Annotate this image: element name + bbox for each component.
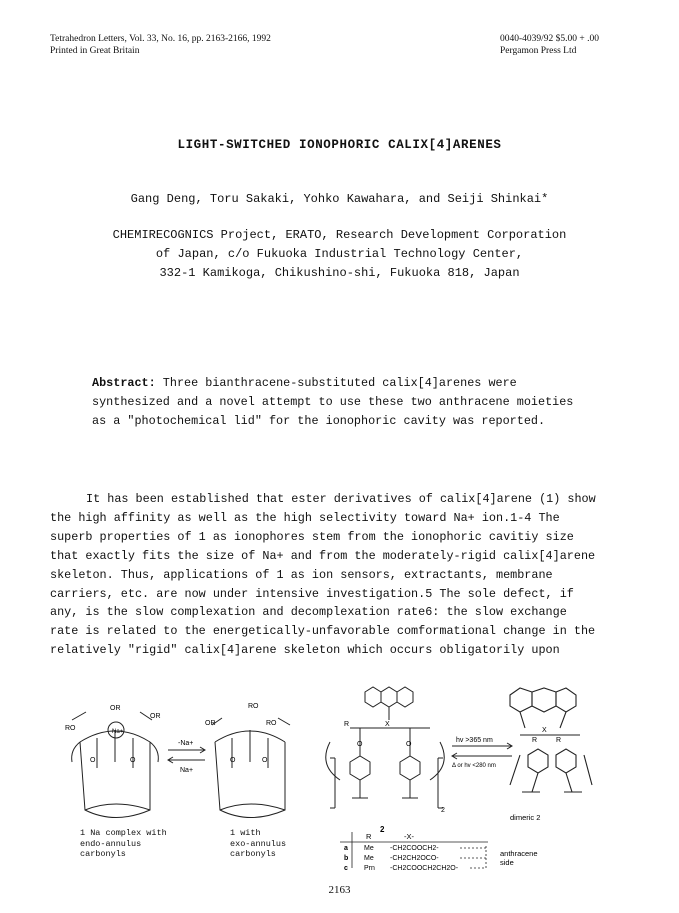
journal-line: Tetrahedron Letters, Vol. 33, No. 16, pp. 2163-2166, 1992 [50, 34, 271, 44]
ro-label: RO [248, 703, 259, 710]
body-line: that exactly fits the size of Na+ and from the moderately-rigid calix[4]arene [50, 548, 596, 563]
caption-left [80, 828, 167, 860]
o-label: O [230, 757, 236, 764]
caption-line: endo-annulus [80, 838, 142, 849]
body-line: superb properties of 1 as ionophores stem from the ionophoric cavitiy size [50, 529, 574, 544]
publisher: Pergamon Press Ltd [500, 46, 577, 56]
r-label: R [556, 737, 562, 744]
table-row-key: a [344, 845, 348, 852]
side-label: anthracene [500, 849, 538, 858]
equilibrium-arrows [168, 747, 205, 763]
printed-line: Printed in Great Britain [50, 46, 140, 56]
hv-back-label: Δ or hv <280 nm [452, 763, 496, 769]
na-label: Na+ [112, 729, 124, 735]
abstract-line: Three bianthracene-substituted calix[4]arenes were [155, 376, 517, 390]
body-line: skeleton. Thus, applications of 1 as ion sensors, extractants, membrane [50, 567, 553, 582]
body-text [50, 490, 630, 660]
ro-label: RO [65, 725, 76, 732]
o-label: O [406, 741, 412, 748]
photo-arrows [452, 743, 512, 759]
table-row-x: -CH2COOCH2CH2O- [390, 865, 459, 870]
table-row-key: c [344, 865, 348, 870]
o-label: O [130, 757, 136, 764]
affiliation [0, 226, 679, 283]
r-label: R [344, 721, 350, 728]
caption-line: 1 with [230, 828, 261, 838]
side-bracket [460, 846, 486, 870]
paper-title: LIGHT-SWITCHED IONOPHORIC CALIX[4]ARENES [177, 138, 502, 152]
caption-line: carbonyls [230, 849, 276, 859]
o-label: O [262, 757, 268, 764]
caption-mid [230, 828, 286, 860]
or-label: OR [205, 720, 216, 727]
subscript-2: 2 [441, 807, 445, 814]
table-row-r: Me [364, 845, 374, 852]
caption-line: exo-annulus [230, 838, 287, 849]
affiliation-line: of Japan, c/o Fukuoka Industrial Technology Center, [155, 247, 524, 261]
arrow-forward-label: -Na+ [178, 740, 194, 747]
abstract-line: as a "photochemical lid" for the ionophoric cavity was reported. [92, 414, 546, 428]
side-label: side [500, 858, 514, 867]
caption-line: carbonyls [80, 849, 126, 859]
abstract-line: synthesized and a novel attempt to use these two anthracene moieties [92, 395, 574, 409]
page-number: 2163 [328, 884, 351, 896]
o-label: O [357, 741, 363, 748]
authors: Gang Deng, Toru Sakaki, Yohko Kawahara, and Seiji Shinkai* [130, 192, 549, 206]
table-row-r: Me [364, 855, 374, 862]
price-code: 0040-4039/92 $5.00 + .00 [500, 34, 600, 44]
body-line: the high affinity as well as the high selectivity toward Na+ ion.1-4 The [50, 510, 560, 525]
na-complex-structure [72, 712, 159, 818]
exo-structure [212, 718, 290, 818]
caption-line: 1 Na complex with [80, 828, 167, 838]
r-label: R [532, 737, 538, 744]
x-label: X [385, 721, 390, 728]
table-row-r: Prn [364, 865, 375, 870]
compound-2-structure [326, 687, 444, 808]
table-row-key: b [344, 855, 349, 862]
hv-forward-label: hv >365 nm [456, 737, 493, 744]
dimeric-2-structure [510, 688, 592, 792]
table-row-x: -CH2CH2OCO- [390, 855, 439, 862]
body-line: rate is related to the energetically-unfavorable comformational change in the [50, 624, 596, 639]
compound-2-label: 2 [380, 825, 385, 834]
body-line: relatively "rigid" calix[4]arene skeleton which occurs obligatorily upon [50, 643, 560, 658]
body-line: carriers, etc. are now under intensive investigation.5 The sole defect, if [50, 586, 574, 601]
or-label: OR [110, 705, 121, 712]
abstract [92, 374, 622, 431]
ro-label: RO [266, 720, 277, 727]
table-header-r: R [366, 832, 372, 841]
table-header-x: -X- [404, 832, 414, 841]
body-line: It has been established that ester derivatives of calix[4]arene (1) show [86, 492, 596, 506]
table-row-x: -CH2COOCH2- [390, 845, 439, 852]
body-line: any, is the slow complexation and decomplexation rate6: the slow exchange [50, 605, 567, 620]
affiliation-line: 332-1 Kamikoga, Chikushino-shi, Fukuoka 818, Japan [159, 266, 520, 280]
dimeric-2-label: dimeric 2 [510, 813, 541, 822]
x-label: X [542, 727, 547, 734]
abstract-label: Abstract: [92, 376, 156, 390]
or-label: OR [150, 713, 161, 720]
arrow-back-label: Na+ [180, 767, 194, 774]
o-label: O [90, 757, 96, 764]
affiliation-line: CHEMIRECOGNICS Project, ERATO, Research Development Corporation [112, 228, 567, 242]
